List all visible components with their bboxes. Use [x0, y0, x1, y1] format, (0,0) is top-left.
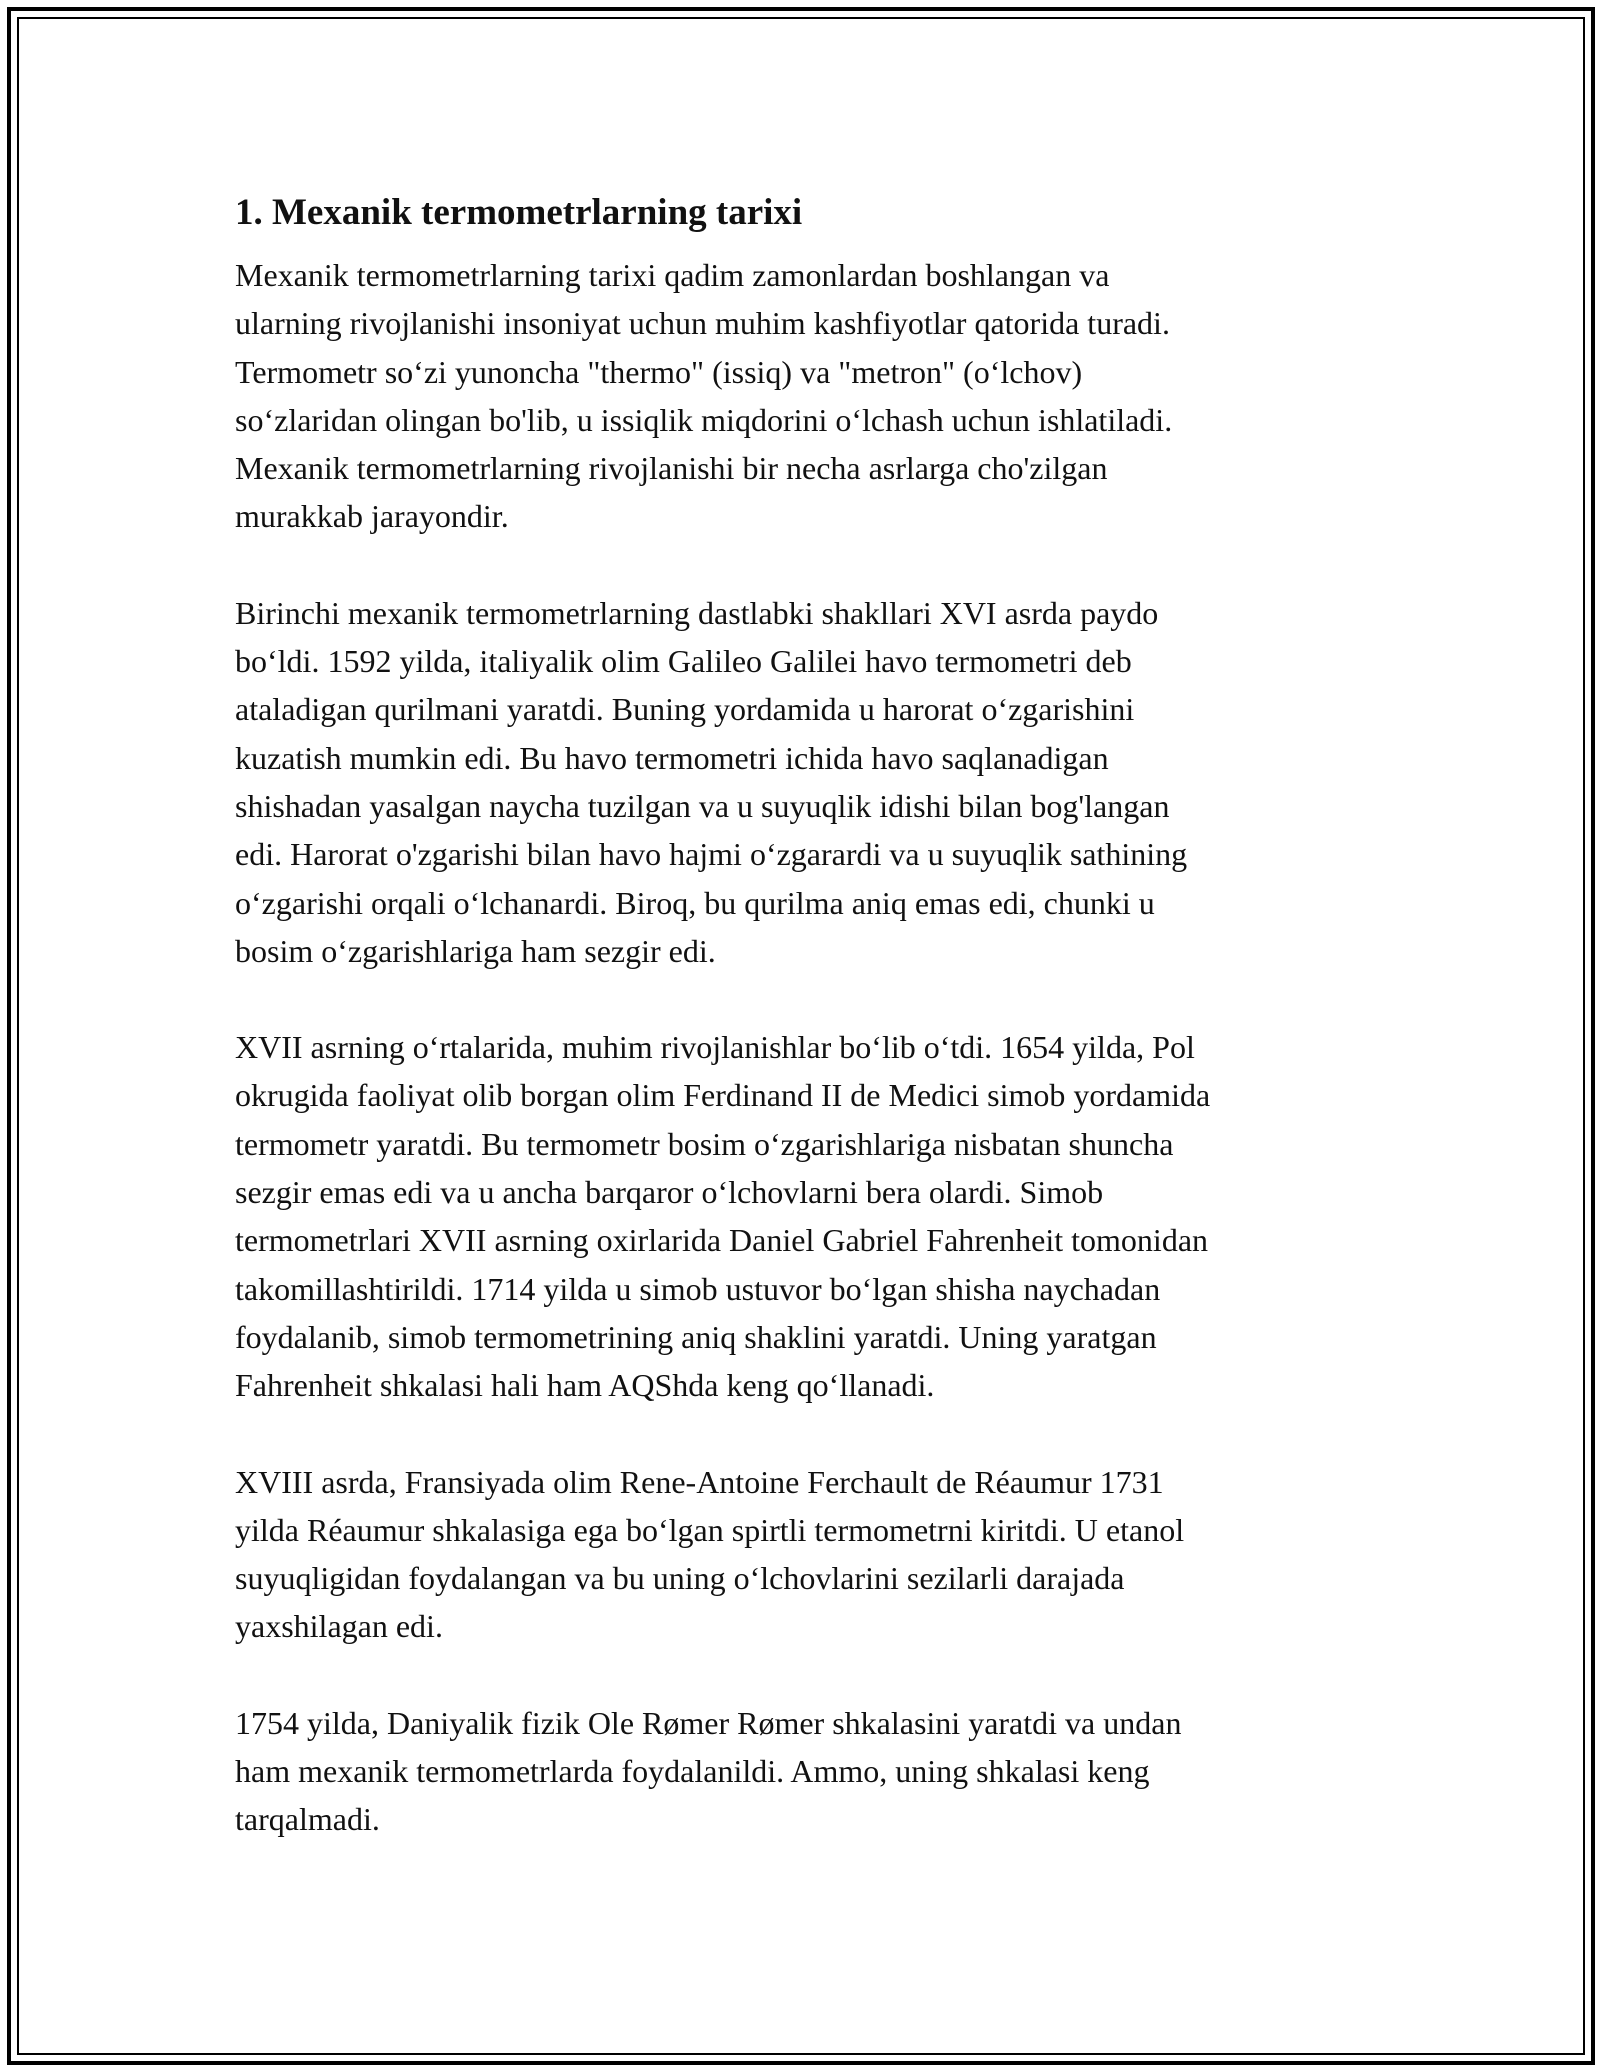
paragraph [235, 1023, 1375, 1409]
text-line: Fahrenheit shkalasi hali ham AQShda keng qo‘llanadi. [235, 1367, 935, 1404]
text-line: o‘zgarishi orqali o‘lchanardi. Biroq, bu qurilma aniq emas edi, chunki u [235, 884, 1155, 921]
text-line: termometr yaratdi. Bu termometr bosim o‘zgarishlariga nisbatan shuncha [235, 1125, 1174, 1162]
text-line: Mexanik termometrlarning rivojlanishi bir necha asrlarga cho'zilgan [235, 450, 1108, 487]
text-line: XVII asrning o‘rtalarida, muhim rivojlanishlar bo‘lib o‘tdi. 1654 yilda, Pol [235, 1029, 1195, 1066]
paragraphs-container [235, 251, 1375, 1844]
paragraph [235, 251, 1375, 541]
text-line: shishadan yasalgan naycha tuzilgan va u suyuqlik idishi bilan bog'langan [235, 787, 1170, 824]
section-heading: 1. Mexanik termometrlarning tarixi [235, 192, 803, 233]
text-line: ularning rivojlanishi insoniyat uchun muhim kashfiyotlar qatorida turadi. [235, 305, 1170, 342]
text-line: Termometr so‘zi yunoncha "thermo" (issiq) va "metron" (o‘lchov) [235, 353, 1083, 390]
text-line: ataladigan qurilmani yaratdi. Buning yordamida u harorat o‘zgarishini [235, 691, 1135, 728]
text-line: termometrlari XVII asrning oxirlarida Daniel Gabriel Fahrenheit tomonidan [235, 1222, 1209, 1259]
text-line: so‘zlaridan olingan bo'lib, u issiqlik miqdorini o‘lchash uchun ishlatiladi. [235, 401, 1173, 438]
text-line: murakkab jarayondir. [235, 498, 509, 535]
paragraph [235, 1699, 1375, 1844]
text-line: sezgir emas edi va u ancha barqaror o‘lchovlarni bera olardi. Simob [235, 1174, 1104, 1211]
text-line: bosim o‘zgarishlariga ham sezgir edi. [235, 932, 716, 969]
text-line: Mexanik termometrlarning tarixi qadim zamonlardan boshlangan va [235, 257, 1110, 293]
text-line: kuzatish mumkin edi. Bu havo termometri ichida havo saqlanadigan [235, 739, 1109, 776]
text-line: bo‘ldi. 1592 yilda, italiyalik olim Galileo Galilei havo termometri deb [235, 643, 1132, 680]
text-line: tarqalmadi. [235, 1801, 380, 1838]
text-line: takomillashtirildi. 1714 yilda u simob ustuvor bo‘lgan shisha naychadan [235, 1270, 1161, 1307]
text-line: yaxshilagan edi. [235, 1608, 443, 1645]
text-line: foydalanib, simob termometrining aniq shaklini yaratdi. Uning yaratgan [235, 1318, 1157, 1355]
text-line: ham mexanik termometrlarda foydalanildi. Ammo, uning shkalasi keng [235, 1753, 1150, 1790]
text-line: Birinchi mexanik termometrlarning dastlabki shakllari XVI asrda paydo [235, 594, 1159, 631]
paragraph [235, 589, 1375, 975]
text-line: XVIII asrda, Fransiyada olim Rene-Antoine Ferchault de Réaumur 1731 [235, 1463, 1164, 1500]
text-line: 1754 yilda, Daniyalik fizik Ole Rømer Rømer shkalasini yaratdi va undan [235, 1704, 1182, 1741]
text-line: yilda Réaumur shkalasiga ega bo‘lgan spirtli termometrni kiritdi. U etanol [235, 1511, 1185, 1548]
text-line: suyuqligidan foydalangan va bu uning o‘lchovlarini sezilarli darajada [235, 1560, 1125, 1597]
document-body [235, 185, 1375, 1892]
text-line: edi. Harorat o'zgarishi bilan havo hajmi o‘zgarardi va u suyuqlik sathining [235, 836, 1188, 873]
paragraph [235, 1458, 1375, 1651]
text-line: okrugida faoliyat olib borgan olim Ferdinand II de Medici simob yordamida [235, 1077, 1211, 1114]
